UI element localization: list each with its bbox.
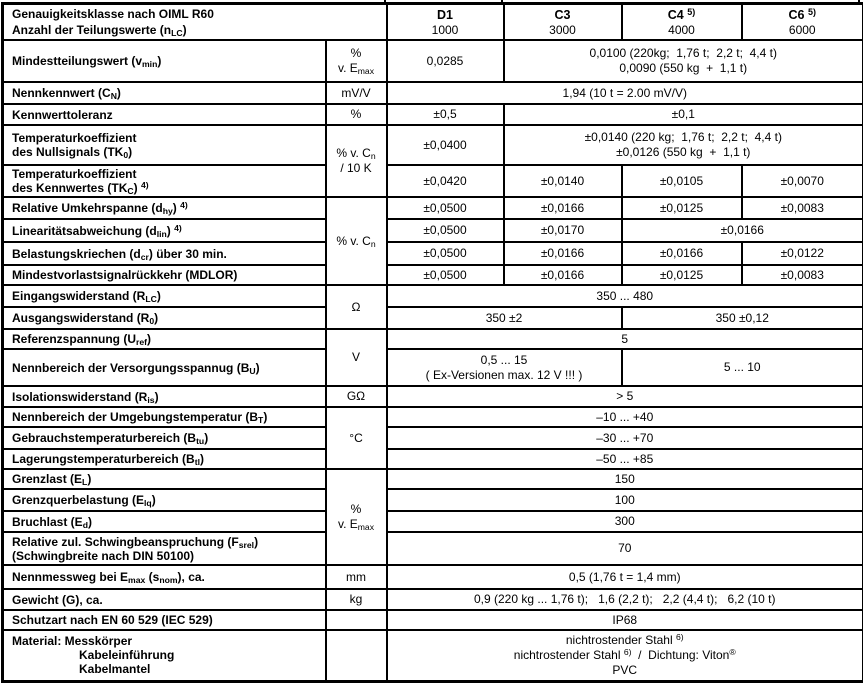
column-count-c3: 3000 xyxy=(549,22,576,37)
label-vmin: Mindestteilungswert $(v_{min})$ xyxy=(3,40,326,82)
unit-emax-group: % v. $E_{max}$ xyxy=(326,469,387,565)
label-btl: Lagerungstemperaturbereich $(B_{tl})$ xyxy=(3,449,326,469)
table-row xyxy=(3,386,863,407)
label-schutzart: Schutzart nach EN 60 529 (IEC 529) xyxy=(3,610,326,630)
value-bu-d1c3: 0,5 ... 15 ( Ex-Versionen max. 12 V !!! ) xyxy=(387,349,622,386)
unit-mm: mm xyxy=(326,565,387,589)
table-row xyxy=(3,125,863,165)
label-material xyxy=(3,630,326,681)
table-row xyxy=(3,565,863,589)
label-ris: Isolationswiderstand $(R_{is})$ xyxy=(3,386,326,407)
table-row xyxy=(3,511,863,532)
value-ed-all: 300 xyxy=(387,511,863,532)
value-dlin-c4c6: ±0,0166 xyxy=(622,219,863,242)
label-rlc: Eingangswiderstand $(R_{LC})$ xyxy=(3,285,326,307)
value-mdlor-c3: ±0,0166 xyxy=(504,265,622,285)
label-btu: Gebrauchstemperaturbereich $(B_{tu})$ xyxy=(3,427,326,449)
header-accuracy-class-label: Genauigkeitsklasse nach OIML R60 xyxy=(12,7,214,21)
value-tkc-c6: ±0,0070 xyxy=(742,165,863,197)
value-tol-d1: ±0,5 xyxy=(387,104,504,125)
table-row xyxy=(3,219,863,242)
table-row xyxy=(3,532,863,565)
material-line-kabeleinfuehrung: Kabeleinführung xyxy=(79,648,175,663)
value-bu-c4c6: 5 ... 10 xyxy=(622,349,863,386)
column-class-c6: C6 $^{5)}$ xyxy=(788,6,816,22)
value-dlin-c3: ±0,0170 xyxy=(504,219,622,242)
label-ed: Bruchlast $(E_d)$ xyxy=(3,511,326,532)
value-elq-all: 100 xyxy=(387,489,863,511)
table-row xyxy=(3,407,863,427)
label-snom: Nennmessweg bei $E_{max}$ $(s_{nom})$, ca. xyxy=(3,565,326,589)
value-dhy-c3: ±0,0166 xyxy=(504,197,622,219)
value-dcr-c4: ±0,0166 xyxy=(622,242,742,265)
value-tk0-d1: ±0,0400 xyxy=(387,125,504,165)
unit-ohm: Ω xyxy=(326,285,387,329)
value-schutzart-all: IP68 xyxy=(387,610,863,630)
column-header-c6 xyxy=(742,4,863,41)
column-count-d1: 1000 xyxy=(431,22,459,37)
table-row xyxy=(3,329,863,349)
table-row xyxy=(3,307,863,329)
value-material-all: nichtrostender Stahl $^{6)}$ nichtrostender Stahl $^{6)}$ / Dichtung: Viton® PVC xyxy=(387,630,863,681)
label-uref: Referenzspannung $(U_{ref})$ xyxy=(3,329,326,349)
label-tkc: Temperaturkoeffizient des Kennwertes $(TK_C)$ $^{4)}$ xyxy=(3,165,326,197)
table-row xyxy=(3,630,863,681)
table-continuation-tick xyxy=(858,0,860,4)
label-cn: Nennkennwert $(C_N)$ xyxy=(3,82,326,104)
value-dlin-d1: ±0,0500 xyxy=(387,219,504,242)
unit-tk: % v. $C_n$ / 10 K xyxy=(326,125,387,197)
value-dhy-c6: ±0,0083 xyxy=(742,197,863,219)
column-count-c4: 4000 xyxy=(668,22,695,37)
value-mdlor-d1: ±0,0500 xyxy=(387,265,504,285)
value-tkc-c4: ±0,0105 xyxy=(622,165,742,197)
table-row xyxy=(3,104,863,125)
table-row xyxy=(3,285,863,307)
value-rlc-all: 350 ... 480 xyxy=(387,285,863,307)
label-dcr: Belastungskriechen $(d_{cr})$ über 30 min. xyxy=(3,242,326,265)
unit-empty-material xyxy=(326,630,387,681)
label-bt: Nennbereich der Umgebungstemperatur $(B_T)$ xyxy=(3,407,326,427)
value-tol-c3c6: ±0,1 xyxy=(504,104,863,125)
label-mdlor: Mindestvorlastsignalrückkehr (MDLOR) xyxy=(3,265,326,285)
table-row xyxy=(3,242,863,265)
value-dhy-d1: ±0,0500 xyxy=(387,197,504,219)
label-r0: Ausgangswiderstand $(R_0)$ xyxy=(3,307,326,329)
unit-cn: mV/V xyxy=(326,82,387,104)
value-fsrel-all: 70 xyxy=(387,532,863,565)
table-row xyxy=(3,4,863,41)
table-row xyxy=(3,489,863,511)
value-ris-all: > 5 xyxy=(387,386,863,407)
column-class-c4: C4 $^{5)}$ xyxy=(667,6,696,22)
label-tol: Kennwerttoleranz xyxy=(3,104,326,125)
value-tk0-c3c6: ±0,0140 (220 kg; 1,76 t; 2,2 t; 4,4 t) ±0,0126 (550 kg + 1,1 t) xyxy=(504,125,863,165)
table-row xyxy=(3,349,863,386)
table-row xyxy=(3,265,863,285)
table-continuation-tick xyxy=(384,0,386,4)
table-row xyxy=(3,197,863,219)
header-divisions-label: Anzahl der Teilungswerte $(n_{LC})$ xyxy=(12,23,187,39)
table-row xyxy=(3,589,863,610)
material-line-kabelmantel: Kabelmantel xyxy=(79,662,151,677)
value-cn-all: 1,94 (10 t = 2.00 mV/V) xyxy=(387,82,863,104)
value-dcr-d1: ±0,0500 xyxy=(387,242,504,265)
value-vmin-c3c6: 0,0100 (220kg; 1,76 t; 2,2 t; 4,4 t) 0,0090 (550 kg + 1,1 t) xyxy=(504,40,863,82)
value-mdlor-c6: ±0,0083 xyxy=(742,265,863,285)
value-dcr-c3: ±0,0166 xyxy=(504,242,622,265)
column-class-d1: D1 xyxy=(437,7,453,22)
value-r0-d1c3: 350 ±2 xyxy=(387,307,622,329)
column-header-c3 xyxy=(504,4,622,41)
table-row xyxy=(3,165,863,197)
column-class-c3: C3 xyxy=(554,7,571,22)
value-dcr-c6: ±0,0122 xyxy=(742,242,863,265)
unit-volt: V xyxy=(326,329,387,386)
value-mdlor-c4: ±0,0125 xyxy=(622,265,742,285)
table-row xyxy=(3,40,863,82)
label-bu: Nennbereich der Versorgungsspannug $(B_U)$ xyxy=(3,349,326,386)
unit-vmin: % v. $E_{max}$ xyxy=(326,40,387,82)
table-continuation-tick xyxy=(501,0,503,4)
label-dlin: Linearitätsabweichung $(d_{lin})$ $^{4)}$ xyxy=(3,219,326,242)
unit-empty-schutzart xyxy=(326,610,387,630)
unit-kg: kg xyxy=(326,589,387,610)
value-tkc-d1: ±0,0420 xyxy=(387,165,504,197)
label-el: Grenzlast $(E_L)$ xyxy=(3,469,326,489)
value-bt-all: –10 ... +40 xyxy=(387,407,863,427)
table-row xyxy=(3,427,863,449)
label-fsrel: Relative zul. Schwingbeanspruchung $(F_{srel})$ (Schwingbreite nach DIN 50100) xyxy=(3,532,326,565)
unit-cn-group: % v. $C_n$ xyxy=(326,197,387,285)
spec-table xyxy=(1,2,863,683)
value-btu-all: –30 ... +70 xyxy=(387,427,863,449)
label-tk0: Temperaturkoeffizient des Nullsignals $(TK_0)$ xyxy=(3,125,326,165)
value-r0-c4c6: 350 ±0,12 xyxy=(622,307,863,329)
label-elq: Grenzquerbelastung $(E_{lq})$ xyxy=(3,489,326,511)
value-el-all: 150 xyxy=(387,469,863,489)
column-header-c4 xyxy=(622,4,742,41)
value-tkc-c3: ±0,0140 xyxy=(504,165,622,197)
value-btl-all: –50 ... +85 xyxy=(387,449,863,469)
table-row xyxy=(3,82,863,104)
material-line-messkoerper: Material: Messkörper xyxy=(12,634,133,649)
table-row xyxy=(3,469,863,489)
value-gewicht-all: 0,9 (220 kg ... 1,76 t); 1,6 (2,2 t); 2,2 (4,4 t); 6,2 (10 t) xyxy=(387,589,863,610)
value-vmin-d1: 0,0285 xyxy=(387,40,504,82)
unit-gohm: GΩ xyxy=(326,386,387,407)
unit-celsius: °C xyxy=(326,407,387,469)
header-label-cell xyxy=(3,4,387,41)
value-uref-all: 5 xyxy=(387,329,863,349)
label-dhy: Relative Umkehrspanne $(d_{hy})$ $^{4)}$ xyxy=(3,197,326,219)
value-snom-all: 0,5 (1,76 t = 1,4 mm) xyxy=(387,565,863,589)
unit-tol: % xyxy=(326,104,387,125)
column-header-d1 xyxy=(387,4,504,41)
table-row xyxy=(3,610,863,630)
column-count-c6: 6000 xyxy=(788,22,816,37)
label-gewicht: Gewicht (G), ca. xyxy=(3,589,326,610)
value-dhy-c4: ±0,0125 xyxy=(622,197,742,219)
table-row xyxy=(3,449,863,469)
